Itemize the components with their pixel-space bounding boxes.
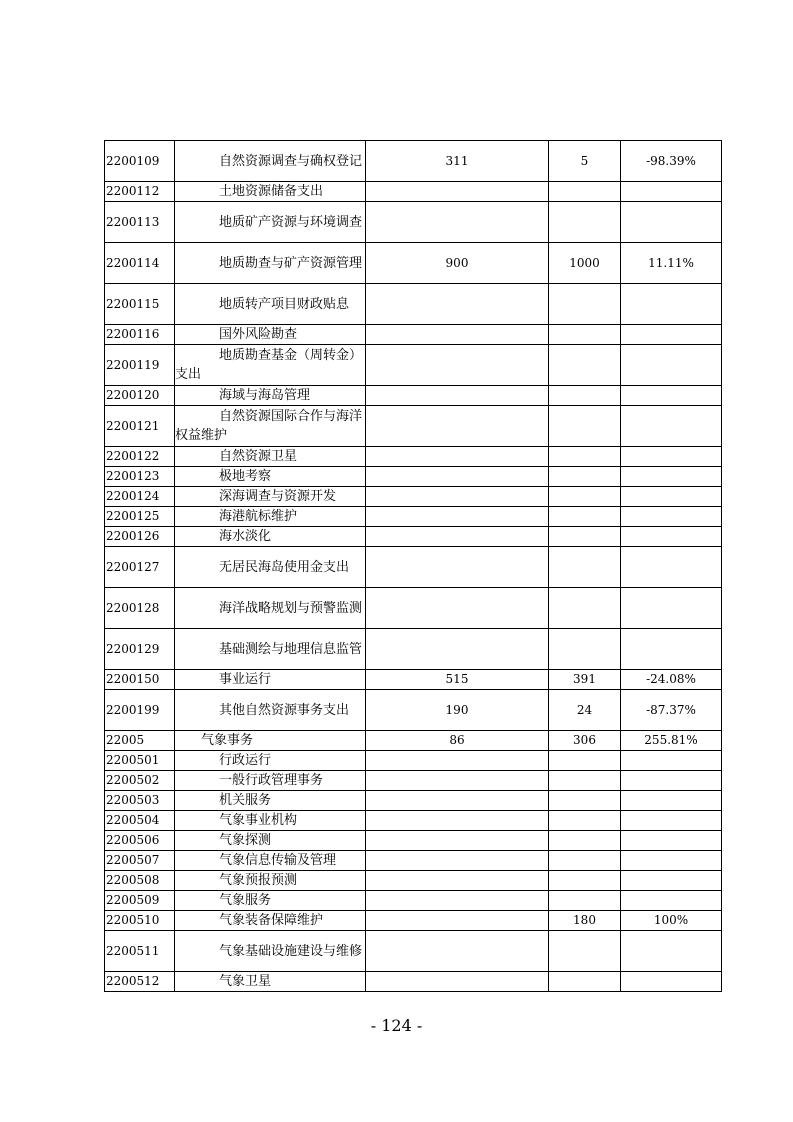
cell-item-name: 气象事务 xyxy=(175,731,366,751)
cell-value-b: 1000 xyxy=(549,243,621,284)
cell-code: 2200114 xyxy=(105,243,175,284)
cell-change-percent xyxy=(621,527,722,547)
cell-value-b: 24 xyxy=(549,690,621,731)
table-row xyxy=(105,487,722,507)
cell-value-a xyxy=(366,202,549,243)
cell-change-percent xyxy=(621,588,722,629)
cell-value-a xyxy=(366,406,549,447)
cell-item-name: 海域与海岛管理 xyxy=(175,386,366,406)
cell-value-a xyxy=(366,507,549,527)
cell-change-percent xyxy=(621,629,722,670)
table-row xyxy=(105,325,722,345)
cell-change-percent xyxy=(621,182,722,202)
cell-item-name: 国外风险勘查 xyxy=(175,325,366,345)
cell-change-percent xyxy=(621,931,722,972)
cell-item-name: 无居民海岛使用金支出 xyxy=(175,547,366,588)
cell-code: 2200510 xyxy=(105,911,175,931)
cell-value-b xyxy=(549,202,621,243)
cell-item-name: 其他自然资源事务支出 xyxy=(175,690,366,731)
cell-value-a xyxy=(366,891,549,911)
cell-code: 2200504 xyxy=(105,811,175,831)
cell-value-b xyxy=(549,507,621,527)
table-body xyxy=(105,141,722,992)
cell-change-percent xyxy=(621,284,722,325)
cell-item-name: 地质转产项目财政贴息 xyxy=(175,284,366,325)
cell-item-name: 气象卫星 xyxy=(175,972,366,992)
cell-value-a xyxy=(366,447,549,467)
table-row xyxy=(105,891,722,911)
table-row xyxy=(105,182,722,202)
cell-item-name: 自然资源卫星 xyxy=(175,447,366,467)
cell-code: 2200116 xyxy=(105,325,175,345)
cell-value-b xyxy=(549,972,621,992)
cell-change-percent xyxy=(621,871,722,891)
table-row xyxy=(105,871,722,891)
cell-change-percent xyxy=(621,831,722,851)
cell-value-a xyxy=(366,284,549,325)
cell-value-a: 900 xyxy=(366,243,549,284)
cell-item-name: 气象服务 xyxy=(175,891,366,911)
cell-value-b xyxy=(549,406,621,447)
table-row xyxy=(105,345,722,386)
table-row xyxy=(105,202,722,243)
cell-value-b xyxy=(549,325,621,345)
cell-value-a xyxy=(366,871,549,891)
cell-change-percent xyxy=(621,547,722,588)
cell-item-name: 海洋战略规划与预警监测 xyxy=(175,588,366,629)
cell-change-percent xyxy=(621,345,722,386)
cell-value-a xyxy=(366,791,549,811)
cell-code: 2200115 xyxy=(105,284,175,325)
cell-value-b xyxy=(549,182,621,202)
cell-value-a xyxy=(366,182,549,202)
table-row xyxy=(105,972,722,992)
cell-code: 22005 xyxy=(105,731,175,751)
cell-value-a xyxy=(366,325,549,345)
cell-code: 2200125 xyxy=(105,507,175,527)
cell-code: 2200502 xyxy=(105,771,175,791)
table-row xyxy=(105,771,722,791)
cell-item-name: 海港航标维护 xyxy=(175,507,366,527)
cell-change-percent xyxy=(621,771,722,791)
cell-code: 2200506 xyxy=(105,831,175,851)
cell-value-b xyxy=(549,931,621,972)
table-row xyxy=(105,284,722,325)
cell-code: 2200112 xyxy=(105,182,175,202)
cell-item-name: 自然资源调查与确权登记 xyxy=(175,141,366,182)
page-number: - 124 - xyxy=(370,1016,423,1035)
cell-value-a xyxy=(366,386,549,406)
cell-value-b: 5 xyxy=(549,141,621,182)
cell-code: 2200123 xyxy=(105,467,175,487)
cell-value-a xyxy=(366,588,549,629)
cell-item-name: 地质勘查与矿产资源管理 xyxy=(175,243,366,284)
cell-value-b: 180 xyxy=(549,911,621,931)
cell-code: 2200119 xyxy=(105,345,175,386)
cell-value-a xyxy=(366,972,549,992)
cell-value-b xyxy=(549,891,621,911)
cell-item-name: 气象装备保障维护 xyxy=(175,911,366,931)
cell-value-b: 391 xyxy=(549,670,621,690)
cell-change-percent xyxy=(621,447,722,467)
cell-change-percent xyxy=(621,202,722,243)
cell-change-percent xyxy=(621,851,722,871)
table-row xyxy=(105,588,722,629)
cell-value-a xyxy=(366,811,549,831)
cell-change-percent: 255.81% xyxy=(621,731,722,751)
cell-item-name: 地质矿产资源与环境调查 xyxy=(175,202,366,243)
cell-change-percent xyxy=(621,325,722,345)
cell-value-a: 311 xyxy=(366,141,549,182)
cell-item-name: 气象探测 xyxy=(175,831,366,851)
table-row xyxy=(105,467,722,487)
cell-change-percent xyxy=(621,791,722,811)
table-row xyxy=(105,731,722,751)
cell-value-b xyxy=(549,487,621,507)
cell-value-b xyxy=(549,588,621,629)
cell-change-percent: -24.08% xyxy=(621,670,722,690)
cell-value-a xyxy=(366,527,549,547)
table-row xyxy=(105,507,722,527)
cell-change-percent xyxy=(621,406,722,447)
cell-item-name: 气象预报预测 xyxy=(175,871,366,891)
cell-code: 2200511 xyxy=(105,931,175,972)
cell-item-name: 气象事业机构 xyxy=(175,811,366,831)
cell-change-percent: -98.39% xyxy=(621,141,722,182)
cell-value-b xyxy=(549,386,621,406)
cell-value-a xyxy=(366,851,549,871)
cell-change-percent: -87.37% xyxy=(621,690,722,731)
cell-code: 2200199 xyxy=(105,690,175,731)
cell-code: 2200122 xyxy=(105,447,175,467)
cell-value-a xyxy=(366,345,549,386)
cell-change-percent: 100% xyxy=(621,911,722,931)
cell-value-b xyxy=(549,629,621,670)
cell-code: 2200509 xyxy=(105,891,175,911)
cell-value-a xyxy=(366,467,549,487)
cell-code: 2200150 xyxy=(105,670,175,690)
cell-value-a xyxy=(366,547,549,588)
cell-code: 2200508 xyxy=(105,871,175,891)
cell-change-percent xyxy=(621,386,722,406)
cell-value-b xyxy=(549,547,621,588)
cell-value-b xyxy=(549,851,621,871)
table-row xyxy=(105,911,722,931)
table-row xyxy=(105,527,722,547)
table-row xyxy=(105,670,722,690)
cell-item-name: 自然资源国际合作与海洋权益维护 xyxy=(175,406,366,447)
table-row xyxy=(105,751,722,771)
cell-value-b xyxy=(549,791,621,811)
cell-item-name: 事业运行 xyxy=(175,670,366,690)
cell-value-b xyxy=(549,751,621,771)
cell-change-percent: 11.11% xyxy=(621,243,722,284)
cell-code: 2200120 xyxy=(105,386,175,406)
table-row xyxy=(105,811,722,831)
cell-change-percent xyxy=(621,891,722,911)
table-row xyxy=(105,547,722,588)
cell-item-name: 气象基础设施建设与维修 xyxy=(175,931,366,972)
cell-item-name: 地质勘查基金（周转金）支出 xyxy=(175,345,366,386)
cell-item-name: 深海调查与资源开发 xyxy=(175,487,366,507)
cell-change-percent xyxy=(621,467,722,487)
cell-value-b xyxy=(549,527,621,547)
cell-code: 2200121 xyxy=(105,406,175,447)
cell-code: 2200113 xyxy=(105,202,175,243)
cell-item-name: 一般行政管理事务 xyxy=(175,771,366,791)
table-row xyxy=(105,831,722,851)
cell-value-a xyxy=(366,751,549,771)
cell-value-b xyxy=(549,284,621,325)
cell-code: 2200124 xyxy=(105,487,175,507)
cell-code: 2200129 xyxy=(105,629,175,670)
table-row xyxy=(105,243,722,284)
cell-change-percent xyxy=(621,487,722,507)
cell-value-a: 190 xyxy=(366,690,549,731)
cell-item-name: 机关服务 xyxy=(175,791,366,811)
table-row xyxy=(105,447,722,467)
table-row xyxy=(105,851,722,871)
cell-item-name: 土地资源储备支出 xyxy=(175,182,366,202)
cell-value-b xyxy=(549,771,621,791)
table-row xyxy=(105,406,722,447)
cell-value-b xyxy=(549,831,621,851)
cell-value-a xyxy=(366,629,549,670)
table-row xyxy=(105,141,722,182)
cell-value-b xyxy=(549,871,621,891)
cell-value-b xyxy=(549,811,621,831)
cell-change-percent xyxy=(621,972,722,992)
cell-item-name: 行政运行 xyxy=(175,751,366,771)
table-row xyxy=(105,931,722,972)
cell-change-percent xyxy=(621,811,722,831)
cell-code: 2200503 xyxy=(105,791,175,811)
cell-item-name: 基础测绘与地理信息监管 xyxy=(175,629,366,670)
cell-code: 2200127 xyxy=(105,547,175,588)
cell-value-a xyxy=(366,831,549,851)
cell-change-percent xyxy=(621,507,722,527)
cell-value-a xyxy=(366,487,549,507)
cell-code: 2200109 xyxy=(105,141,175,182)
cell-item-name: 海水淡化 xyxy=(175,527,366,547)
cell-code: 2200501 xyxy=(105,751,175,771)
table-row xyxy=(105,386,722,406)
cell-value-b: 306 xyxy=(549,731,621,751)
table-row xyxy=(105,629,722,670)
cell-item-name: 气象信息传输及管理 xyxy=(175,851,366,871)
cell-item-name: 极地考察 xyxy=(175,467,366,487)
cell-value-b xyxy=(549,345,621,386)
cell-value-a xyxy=(366,931,549,972)
cell-value-b xyxy=(549,467,621,487)
budget-table xyxy=(104,140,722,992)
table-row xyxy=(105,791,722,811)
cell-value-a: 86 xyxy=(366,731,549,751)
cell-code: 2200512 xyxy=(105,972,175,992)
cell-value-a: 515 xyxy=(366,670,549,690)
cell-value-b xyxy=(549,447,621,467)
cell-code: 2200507 xyxy=(105,851,175,871)
cell-change-percent xyxy=(621,751,722,771)
cell-code: 2200126 xyxy=(105,527,175,547)
table-row xyxy=(105,690,722,731)
cell-code: 2200128 xyxy=(105,588,175,629)
cell-value-a xyxy=(366,771,549,791)
cell-value-a xyxy=(366,911,549,931)
